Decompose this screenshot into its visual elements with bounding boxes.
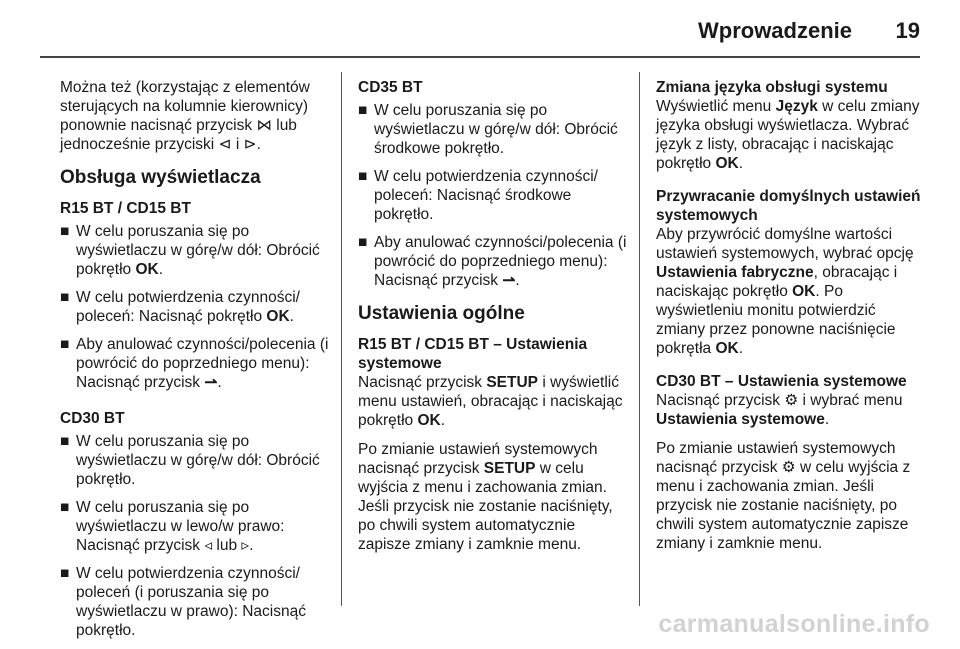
header-rule	[40, 56, 920, 58]
list-item: ■ W celu potwierdzenia czynności/ poleceń: Nacisnąć pokrętło OK.	[60, 289, 300, 325]
subheading-cd35: CD35 BT	[358, 79, 423, 96]
list-item: ■ Aby anulować czynności/polecenia (i powrócić do poprzedniego menu): Nacisnąć przycisk ⇀.	[358, 234, 627, 289]
bullet-icon: ■	[358, 168, 368, 185]
subheading-cd30-system: CD30 BT – Ustawienia systemowe	[656, 373, 907, 390]
paragraph-exit: Po zmianie ustawień systemowych nacisnąć przycisk SETUP w celu wyjścia z menu i zachowania zmian. Jeśli przycisk nie zostanie naciśnięty, po chwili system automatycznie zapisze zmiany i zamknie menu.	[358, 441, 613, 553]
bullet-icon: ■	[358, 102, 368, 119]
list-item: ■ W celu poruszania się po wyświetlaczu w górę/w dół: Obrócić pokrętło.	[60, 433, 320, 488]
subheading-r15: R15 BT / CD15 BT	[60, 200, 191, 217]
paragraph-reset: Aby przywrócić domyślne wartości ustawień systemowych, wybrać opcję Ustawienia fabryczne, obracając i naciskając pokrętło OK. Po wyświetleniu monitu potwierdzić zmiany przez ponowne naciśnięcie pokrętła OK.	[656, 226, 914, 357]
column-divider-2	[639, 72, 640, 606]
paragraph-language: Wyświetlić menu Język w celu zmiany języka obsługi wyświetlacza. Wybrać język z listy, obracając i naciskając pokrętło OK.	[656, 98, 920, 172]
volume-up-icon: ⊳	[243, 136, 257, 153]
bullet-icon: ■	[60, 433, 70, 450]
list-item: ■ Aby anulować czynności/polecenia (i powrócić do poprzedniego menu): Nacisnąć przycisk ⇀.	[60, 336, 329, 391]
back-icon: ⇀	[204, 374, 218, 391]
paragraph-cd30-exit: Po zmianie ustawień systemowych nacisnąć przycisk ⚙ w celu wyjścia z menu i zachowania zmian. Jeśli przycisk nie zostanie naciśnięty, po chwili system automatycznie zapisze zmiany i zamknie menu.	[656, 440, 911, 552]
intro-paragraph: Można też (korzystając z elementów sterujących na kolumnie kierownicy) ponownie nacisnąć przycisk ⋈ lub jednocześnie przyciski ⊲ i ⊳.	[60, 79, 310, 153]
back-icon: ⇀	[502, 272, 516, 289]
column-1	[60, 78, 332, 649]
page-title: Wprowadzenie	[697, 18, 852, 43]
volume-down-icon: ⊲	[218, 136, 232, 153]
section-heading-display: Obsługa wyświetlacza	[60, 167, 261, 188]
mute-icon: ⋈	[256, 117, 272, 134]
list-item: ■ W celu potwierdzenia czynności/ poleceń (i poruszania się po wyświetlaczu w prawo): Nacisnąć pokrętło.	[60, 565, 306, 639]
column-3	[656, 78, 928, 563]
list-item: ■ W celu potwierdzenia czynności/ poleceń: Nacisnąć środkowe pokrętło.	[358, 168, 598, 223]
column-divider-1	[341, 72, 342, 606]
config-icon: ⚙	[781, 459, 796, 476]
subheading-system-settings: R15 BT / CD15 BT – Ustawienia systemowe	[358, 336, 588, 372]
column-2	[358, 78, 630, 564]
bullet-icon: ■	[60, 565, 70, 582]
page-header	[0, 0, 960, 52]
page-number: 19	[895, 18, 920, 43]
list-item: ■ W celu poruszania się po wyświetlaczu w górę/w dół: Obrócić pokrętło OK.	[60, 223, 320, 278]
bullet-icon: ■	[60, 223, 70, 240]
footer	[0, 606, 960, 642]
watermark: carmanualsonline.info	[658, 610, 930, 638]
paragraph-setup: Nacisnąć przycisk SETUP i wyświetlić menu ustawień, obracając i naciskając pokrętło OK.	[358, 374, 623, 429]
section-heading-general: Ustawienia ogólne	[358, 303, 525, 324]
bullet-icon: ■	[60, 289, 70, 306]
list-item: ■ W celu poruszania się po wyświetlaczu w lewo/w prawo: Nacisnąć przycisk ◃ lub ▹.	[60, 499, 285, 554]
subheading-language: Zmiana języka obsługi systemu	[656, 79, 888, 96]
list-item: ■ W celu poruszania się po wyświetlaczu w górę/w dół: Obrócić środkowe pokrętło.	[358, 102, 618, 157]
bullet-icon: ■	[358, 234, 368, 251]
paragraph-cd30-config: Nacisnąć przycisk ⚙ i wybrać menu Ustawienia systemowe.	[656, 392, 903, 428]
config-icon: ⚙	[784, 392, 799, 409]
bullet-icon: ■	[60, 336, 70, 353]
bullet-icon: ■	[60, 499, 70, 516]
subheading-cd30: CD30 BT	[60, 410, 125, 427]
subheading-reset: Przywracanie domyślnych ustawień systemowych	[656, 188, 921, 224]
